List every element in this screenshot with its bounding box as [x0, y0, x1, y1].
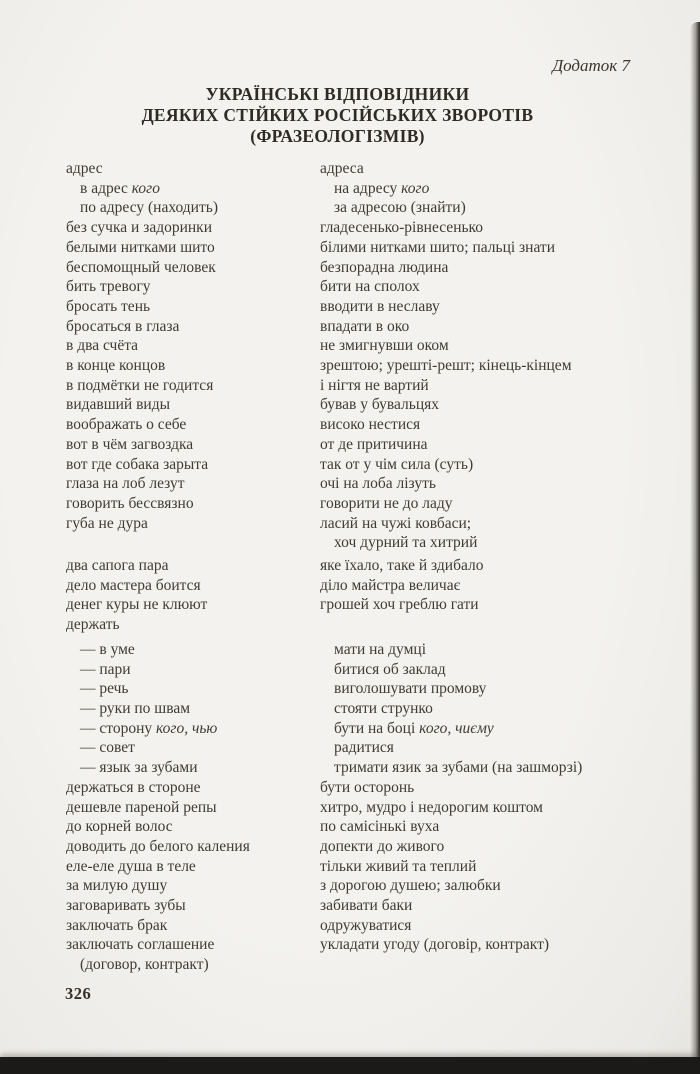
table-row [66, 277, 670, 297]
table-row [66, 455, 670, 475]
ukrainian-phrase: на адресу кого [334, 179, 430, 197]
russian-phrase: вот в чём загвоздка [66, 435, 194, 453]
table-row [66, 719, 670, 739]
ukrainian-phrase [334, 955, 670, 975]
russian-phrase: держаться в стороне [66, 778, 201, 796]
table-row [66, 395, 670, 415]
ukrainian-phrase: з дорогою душею; залюбки [320, 877, 501, 895]
ukrainian-phrase: одружуватися [320, 916, 412, 934]
russian-phrase: — совет [80, 739, 135, 757]
table-row [66, 533, 670, 553]
ukrainian-phrase: ласий на чужі ковбаси; [320, 514, 472, 532]
russian-phrase: два сапога пара [66, 557, 169, 575]
table-row [66, 474, 670, 494]
table-row [66, 837, 670, 857]
russian-phrase: доводить до белого каления [66, 837, 250, 855]
russian-phrase: в подмётки не годится [66, 376, 214, 394]
russian-phrase: в конце концов [66, 357, 166, 375]
ukrainian-phrase: очі на лоба лізуть [320, 475, 436, 493]
table-row [66, 876, 670, 896]
russian-phrase: дело мастера боится [66, 576, 201, 594]
table-row [66, 817, 670, 837]
ukrainian-phrase: і нігтя не вартий [320, 376, 429, 394]
ukrainian-phrase: діло майстра величає [320, 576, 461, 594]
table-row [66, 494, 670, 514]
ukrainian-phrase: вводити в неславу [320, 297, 440, 315]
table-row [66, 435, 670, 455]
ukrainian-phrase: тільки живий та теплий [320, 857, 477, 875]
russian-phrase: за милую душу [66, 877, 168, 895]
table-row [66, 317, 670, 337]
ukrainian-phrase: радитися [334, 739, 394, 757]
page-number: 326 [65, 984, 92, 1003]
page-title-line-3: (ФРАЗЕОЛОГІЗМІВ) [250, 126, 425, 146]
ukrainian-phrase: так от у чім сила (суть) [320, 455, 474, 473]
ukrainian-phrase: яке їхало, таке й здибало [320, 557, 484, 575]
table-row [66, 758, 670, 778]
table-row [66, 595, 670, 615]
russian-phrase: по адресу (находить) [80, 199, 218, 217]
table-row [66, 576, 670, 596]
table-row [66, 738, 670, 758]
russian-phrase: белыми нитками шито [66, 238, 215, 256]
ukrainian-phrase: допекти до живого [320, 837, 445, 855]
ukrainian-phrase: грошей хоч греблю гати [320, 596, 479, 614]
table-row [66, 238, 670, 258]
table-row [66, 916, 670, 936]
russian-phrase: бросать тень [66, 297, 151, 315]
ukrainian-phrase: стояти струнко [334, 699, 433, 717]
ukrainian-phrase: укладати угоду (договір, контракт) [320, 936, 550, 954]
table-row [66, 699, 670, 719]
ukrainian-phrase: хоч дурний та хитрий [334, 534, 478, 552]
russian-phrase: до корней волос [66, 818, 173, 836]
russian-phrase: — руки по швам [80, 699, 191, 717]
phrase-table [66, 159, 670, 975]
ukrainian-phrase: мати на думці [334, 640, 427, 658]
ukrainian-phrase: гладесенько-рівнесенько [320, 219, 484, 237]
russian-phrase: беспомощный человек [66, 258, 216, 276]
russian-phrase: в адрес кого [80, 179, 160, 197]
ukrainian-phrase: впадати в око [320, 317, 410, 335]
ukrainian-phrase: високо нестися [320, 416, 421, 434]
table-row [66, 218, 670, 238]
ukrainian-phrase: по самісінькі вуха [320, 818, 440, 836]
ukrainian-phrase: не змигнувши оком [320, 337, 449, 355]
table-row [66, 935, 670, 955]
ukrainian-phrase: адреса [320, 160, 364, 177]
ukrainian-phrase: бував у бувальцях [320, 396, 440, 414]
russian-phrase: заключать соглашение [66, 936, 215, 954]
ukrainian-phrase: безпорадна людина [320, 258, 449, 276]
page-title [30, 84, 645, 147]
table-row [66, 336, 670, 356]
russian-phrase: вот где собака зарыта [66, 455, 209, 473]
page-title-line-1: УКРАЇНСЬКІ ВІДПОВІДНИКИ [205, 84, 470, 104]
russian-phrase: адрес [66, 160, 103, 177]
russian-phrase: губа не дура [66, 514, 148, 532]
russian-phrase: — пари [80, 660, 131, 678]
table-row [66, 514, 670, 534]
scan-edge-right [690, 22, 700, 1057]
table-row [66, 640, 670, 660]
ukrainian-phrase: тримати язик за зубами (на зашморзі) [334, 759, 583, 777]
ukrainian-phrase: бути осторонь [320, 778, 415, 796]
russian-phrase: заговаривать зубы [66, 897, 186, 915]
russian-phrase [66, 533, 320, 553]
table-row [66, 415, 670, 435]
russian-phrase: заключать брак [66, 916, 168, 934]
russian-phrase: дешевле пареной репы [66, 798, 217, 816]
russian-phrase: в два счёта [66, 337, 139, 355]
russian-phrase: — в уме [80, 640, 135, 658]
russian-phrase: без сучка и задоринки [66, 219, 212, 237]
appendix-label: Додаток 7 [552, 56, 630, 75]
ukrainian-phrase: от де притичина [320, 435, 428, 453]
russian-phrase: — язык за зубами [80, 759, 198, 777]
table-row [66, 376, 670, 396]
table-row [66, 896, 670, 916]
russian-phrase: воображать о себе [66, 416, 187, 434]
russian-phrase: — речь [80, 680, 129, 698]
russian-phrase: (договор, контракт) [80, 956, 209, 974]
russian-phrase: видавший виды [66, 396, 171, 414]
ukrainian-phrase [320, 615, 670, 635]
table-row [66, 660, 670, 680]
table-row [66, 955, 670, 975]
ukrainian-phrase: хитро, мудро і недорогим коштом [320, 798, 543, 816]
ukrainian-phrase: виголошувати промову [334, 680, 487, 698]
table-row [66, 198, 670, 218]
table-row [66, 356, 670, 376]
russian-phrase: — сторону кого, чью [80, 719, 218, 737]
ukrainian-phrase: бути на боці кого, чиєму [334, 719, 494, 737]
ukrainian-phrase: говорити не до ладу [320, 494, 453, 512]
table-row [66, 857, 670, 877]
table-row [66, 159, 670, 179]
ukrainian-phrase: білими нитками шито; пальці знати [320, 238, 556, 256]
russian-phrase: денег куры не клюют [66, 596, 208, 614]
table-row [66, 615, 670, 635]
ukrainian-phrase: за адресою (знайти) [334, 199, 466, 217]
table-row [66, 297, 670, 317]
table-row [66, 778, 670, 798]
ukrainian-phrase: забивати баки [320, 897, 413, 915]
ukrainian-phrase: зрештою; урешті-решт; кінець-кінцем [320, 357, 572, 375]
russian-phrase: говорить бессвязно [66, 494, 194, 512]
russian-phrase: бить тревогу [66, 278, 151, 296]
table-row [66, 798, 670, 818]
table-row [66, 258, 670, 278]
table-row [66, 679, 670, 699]
scan-edge-bottom [0, 1057, 700, 1074]
ukrainian-phrase: бити на сполох [320, 278, 420, 296]
russian-phrase: еле-еле душа в теле [66, 857, 196, 875]
russian-phrase: бросаться в глаза [66, 317, 180, 335]
page-title-line-2: ДЕЯКИХ СТІЙКИХ РОСІЙСЬКИХ ЗВОРОТІВ [141, 105, 534, 125]
russian-phrase: глаза на лоб лезут [66, 475, 185, 493]
table-row [66, 556, 670, 576]
ukrainian-phrase: битися об заклад [334, 660, 446, 678]
russian-phrase: держать [66, 616, 120, 634]
table-row [66, 179, 670, 199]
